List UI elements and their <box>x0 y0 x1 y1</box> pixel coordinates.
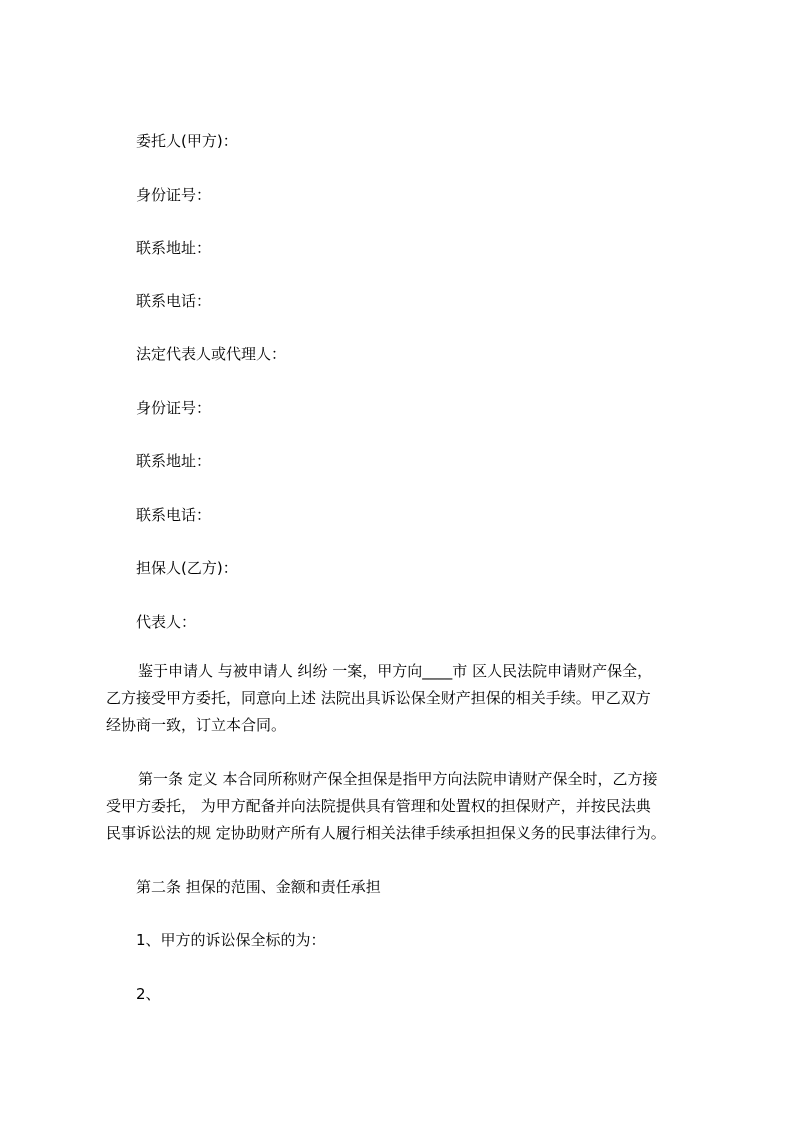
guarantor-representative-label: 代表人： <box>136 613 197 631</box>
preamble-line: 经协商一致，订立本合同。 <box>106 716 287 734</box>
id-number-label: 身份证号： <box>136 186 212 204</box>
article-1-paragraph <box>106 766 702 847</box>
article-2-item-2: 2、 <box>136 985 161 1003</box>
legal-representative-label: 法定代表人或代理人： <box>136 345 287 363</box>
guarantor-party-b-label: 担保人(乙方)： <box>136 559 238 577</box>
article-1-line: 受甲方委托， 为甲方配备并向法院提供具有管理和处置权的担保财产，并按民法典 <box>106 797 651 815</box>
representative-address-label: 联系地址： <box>136 452 212 470</box>
preamble-line: 乙方接受甲方委托，同意向上述 法院出具诉讼保全财产担保的相关手续。甲乙双方 <box>106 689 651 707</box>
article-2-heading: 第二条 担保的范围、金额和责任承担 <box>136 878 381 896</box>
representative-id-number-label: 身份证号： <box>136 399 212 417</box>
article-1-line: 民事诉讼法的规 定协助财产所有人履行相关法律手续承担担保义务的民事法律行为。 <box>106 824 666 842</box>
representative-phone-label: 联系电话： <box>136 506 212 524</box>
article-2-item-1: 1、甲方的诉讼保全标的为： <box>136 931 326 949</box>
contact-phone-label: 联系电话： <box>136 292 212 310</box>
preamble-line: 鉴于申请人 与被申请人 纠纷 一案，甲方向____市 区人民法院申请财产保全， <box>138 662 653 680</box>
article-1-line: 第一条 定义 本合同所称财产保全担保是指甲方向法院申请财产保全时，乙方接 <box>138 770 658 788</box>
preamble-paragraph <box>106 658 702 739</box>
principal-party-a-label: 委托人(甲方)： <box>136 132 238 150</box>
contact-address-label: 联系地址： <box>136 239 212 257</box>
